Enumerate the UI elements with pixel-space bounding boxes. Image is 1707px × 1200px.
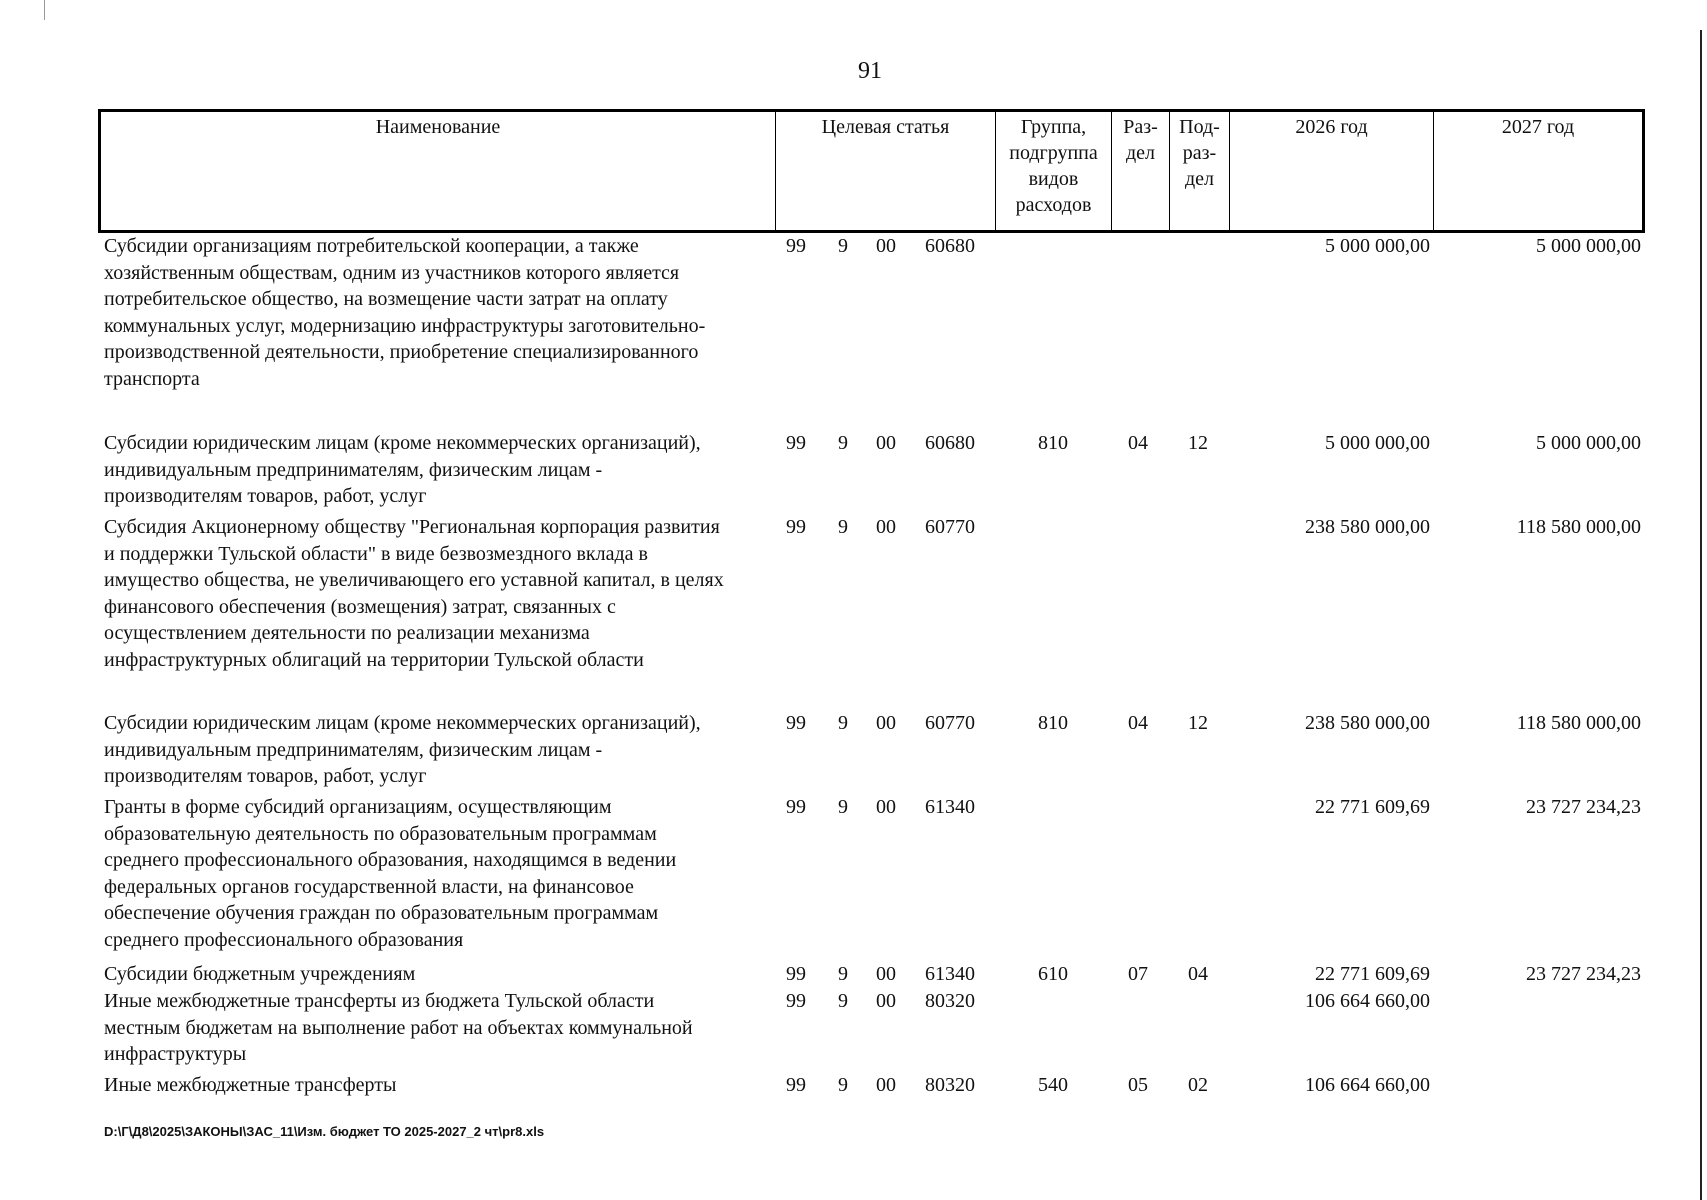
target-code-part-4: 60680 [925, 432, 975, 454]
row-name-line: Иные межбюджетные трансферты [104, 1074, 397, 1096]
row-name-line: и поддержки Тульской области" в виде безвозмездного вклада в [104, 542, 648, 565]
row-name-line: индивидуальным предпринимателям, физическим лицам - [104, 738, 603, 761]
target-code-part-2: 9 [838, 963, 848, 985]
amount-2026: 106 664 660,00 [1305, 1074, 1430, 1096]
target-code-part-4: 61340 [925, 796, 975, 818]
row-name-line: индивидуальным предпринимателям, физическим лицам - [104, 458, 603, 481]
target-code-part-2: 9 [838, 990, 848, 1012]
target-code-part-1: 99 [786, 796, 806, 818]
target-code-part-1: 99 [786, 516, 806, 538]
row-name-line: федеральных органов государственной власти, на финансовое [104, 875, 634, 898]
target-code-part-2: 9 [838, 235, 848, 257]
row-name [104, 233, 774, 392]
header-group-line: подгруппа [1009, 142, 1098, 164]
row-name-line: транспорта [104, 367, 200, 390]
target-code-part-4: 80320 [925, 1074, 975, 1096]
target-code-part-3: 00 [876, 990, 896, 1012]
podrazdel: 12 [1188, 432, 1208, 454]
row-name-line: Субсидии организациям потребительской кооперации, а также [104, 235, 639, 257]
expense-group: 810 [1038, 712, 1068, 734]
row-name-line: Субсидии бюджетным учреждениям [104, 963, 416, 985]
row-name-line: Субсидии юридическим лицам (кроме некоммерческих организаций), [104, 712, 701, 734]
target-code-part-4: 61340 [925, 963, 975, 985]
row-name-line: финансового обеспечения (возмещения) затрат, связанных с [104, 595, 616, 618]
target-code-part-1: 99 [786, 712, 806, 734]
row-name-line: потребительское общество, на возмещение части затрат на оплату [104, 288, 668, 310]
amount-2026: 22 771 609,69 [1315, 963, 1430, 985]
amount-2026: 238 580 000,00 [1305, 516, 1430, 538]
page-number: 91 [858, 58, 882, 84]
row-name-line: Гранты в форме субсидий организациям, осуществляющим [104, 796, 612, 818]
header-razdel-line: Раз- [1123, 116, 1158, 138]
row-name [104, 514, 774, 673]
razdel: 05 [1128, 1074, 1148, 1096]
target-code-part-1: 99 [786, 235, 806, 257]
row-name [104, 1072, 774, 1099]
podrazdel: 02 [1188, 1074, 1208, 1096]
amount-2027: 23 727 234,23 [1526, 963, 1641, 985]
amount-2026: 106 664 660,00 [1305, 990, 1430, 1012]
podrazdel: 12 [1188, 712, 1208, 734]
target-code-part-1: 99 [786, 990, 806, 1012]
target-code-part-1: 99 [786, 963, 806, 985]
amount-2027: 23 727 234,23 [1526, 796, 1641, 818]
target-code-part-2: 9 [838, 796, 848, 818]
row-name-line: коммунальных услуг, модернизацию инфраструктуры заготовительно- [104, 314, 706, 337]
target-code-part-2: 9 [838, 516, 848, 538]
header-podrazdel-line: дел [1184, 168, 1215, 190]
amount-2026: 5 000 000,00 [1325, 235, 1430, 257]
row-name-line: производственной деятельности, приобретение специализированного [104, 341, 699, 363]
row-name-line: среднего профессионального образования [104, 928, 464, 951]
header-target-article: Целевая статья [776, 111, 996, 232]
row-name-line: производителям товаров, работ, услуг [104, 765, 427, 787]
amount-2026: 238 580 000,00 [1305, 712, 1430, 734]
target-code-part-2: 9 [838, 1074, 848, 1096]
target-code-part-3: 00 [876, 1074, 896, 1096]
row-name [104, 961, 774, 988]
amount-2027: 118 580 000,00 [1516, 712, 1641, 734]
row-name-line: осуществлением деятельности по реализации механизма [104, 622, 590, 644]
target-code-part-3: 00 [876, 432, 896, 454]
row-name-line: Иные межбюджетные трансферты из бюджета Тульской области [104, 990, 655, 1012]
header-name: Наименование [100, 111, 776, 232]
target-code-part-3: 00 [876, 235, 896, 257]
row-name-line: имущество общества, не увеличивающего его уставной капитал, в целях [104, 569, 724, 591]
amount-2026: 22 771 609,69 [1315, 796, 1430, 818]
header-podrazdel-line: Под- [1179, 116, 1220, 138]
header-year-2027: 2027 год [1434, 111, 1644, 232]
amount-2027: 5 000 000,00 [1536, 235, 1641, 257]
header-razdel-line: дел [1125, 142, 1156, 164]
podrazdel: 04 [1188, 963, 1208, 985]
razdel: 07 [1128, 963, 1148, 985]
target-code-part-4: 60770 [925, 516, 975, 538]
target-code-part-2: 9 [838, 712, 848, 734]
target-code-part-4: 60680 [925, 235, 975, 257]
expense-group: 540 [1038, 1074, 1068, 1096]
row-name-line: инфраструктурных облигаций на территории Тульской области [104, 648, 644, 671]
target-code-part-3: 00 [876, 963, 896, 985]
row-name-line: образовательную деятельность по образовательным программам [104, 822, 657, 845]
header-group-line: видов [1028, 168, 1079, 190]
row-name-line: Субсидии юридическим лицам (кроме некоммерческих организаций), [104, 432, 701, 454]
target-code-part-2: 9 [838, 432, 848, 454]
target-code-part-4: 60770 [925, 712, 975, 734]
header-podrazdel-line: раз- [1182, 142, 1217, 164]
row-name-line: местным бюджетам на выполнение работ на объектах коммунальной [104, 1016, 693, 1039]
file-path-footer: D:\Г\Д8\2025\ЗАКОНЫ\ЗАС_11\Изм. бюджет ТО 2025-2027_2 чт\pr8.xls [104, 1124, 545, 1139]
target-code-part-1: 99 [786, 432, 806, 454]
header-group-line: Группа, [1020, 116, 1087, 138]
target-code-part-3: 00 [876, 516, 896, 538]
razdel: 04 [1128, 712, 1148, 734]
amount-2026: 5 000 000,00 [1325, 432, 1430, 454]
header-group-line: расходов [1015, 194, 1092, 216]
row-name-line: инфраструктуры [104, 1043, 247, 1065]
row-name-line: Субсидия Акционерному обществу "Региональная корпорация развития [104, 516, 720, 538]
expense-group: 810 [1038, 432, 1068, 454]
row-name-line: хозяйственным обществам, одним из участников которого является [104, 261, 680, 284]
expense-group: 610 [1038, 963, 1068, 985]
row-name [104, 794, 774, 953]
header-year-2026: 2026 год [1230, 111, 1434, 232]
amount-2027: 5 000 000,00 [1536, 432, 1641, 454]
target-code-part-1: 99 [786, 1074, 806, 1096]
row-name-line: среднего профессионального образования, находящимся в ведении [104, 849, 677, 871]
row-name [104, 430, 774, 510]
target-code-part-3: 00 [876, 796, 896, 818]
row-name-line: производителям товаров, работ, услуг [104, 485, 427, 507]
razdel: 04 [1128, 432, 1148, 454]
row-name [104, 988, 774, 1068]
target-code-part-3: 00 [876, 712, 896, 734]
target-code-part-4: 80320 [925, 990, 975, 1012]
amount-2027: 118 580 000,00 [1516, 516, 1641, 538]
row-name-line: обеспечение обучения граждан по образовательным программам [104, 902, 659, 924]
row-name [104, 710, 774, 790]
